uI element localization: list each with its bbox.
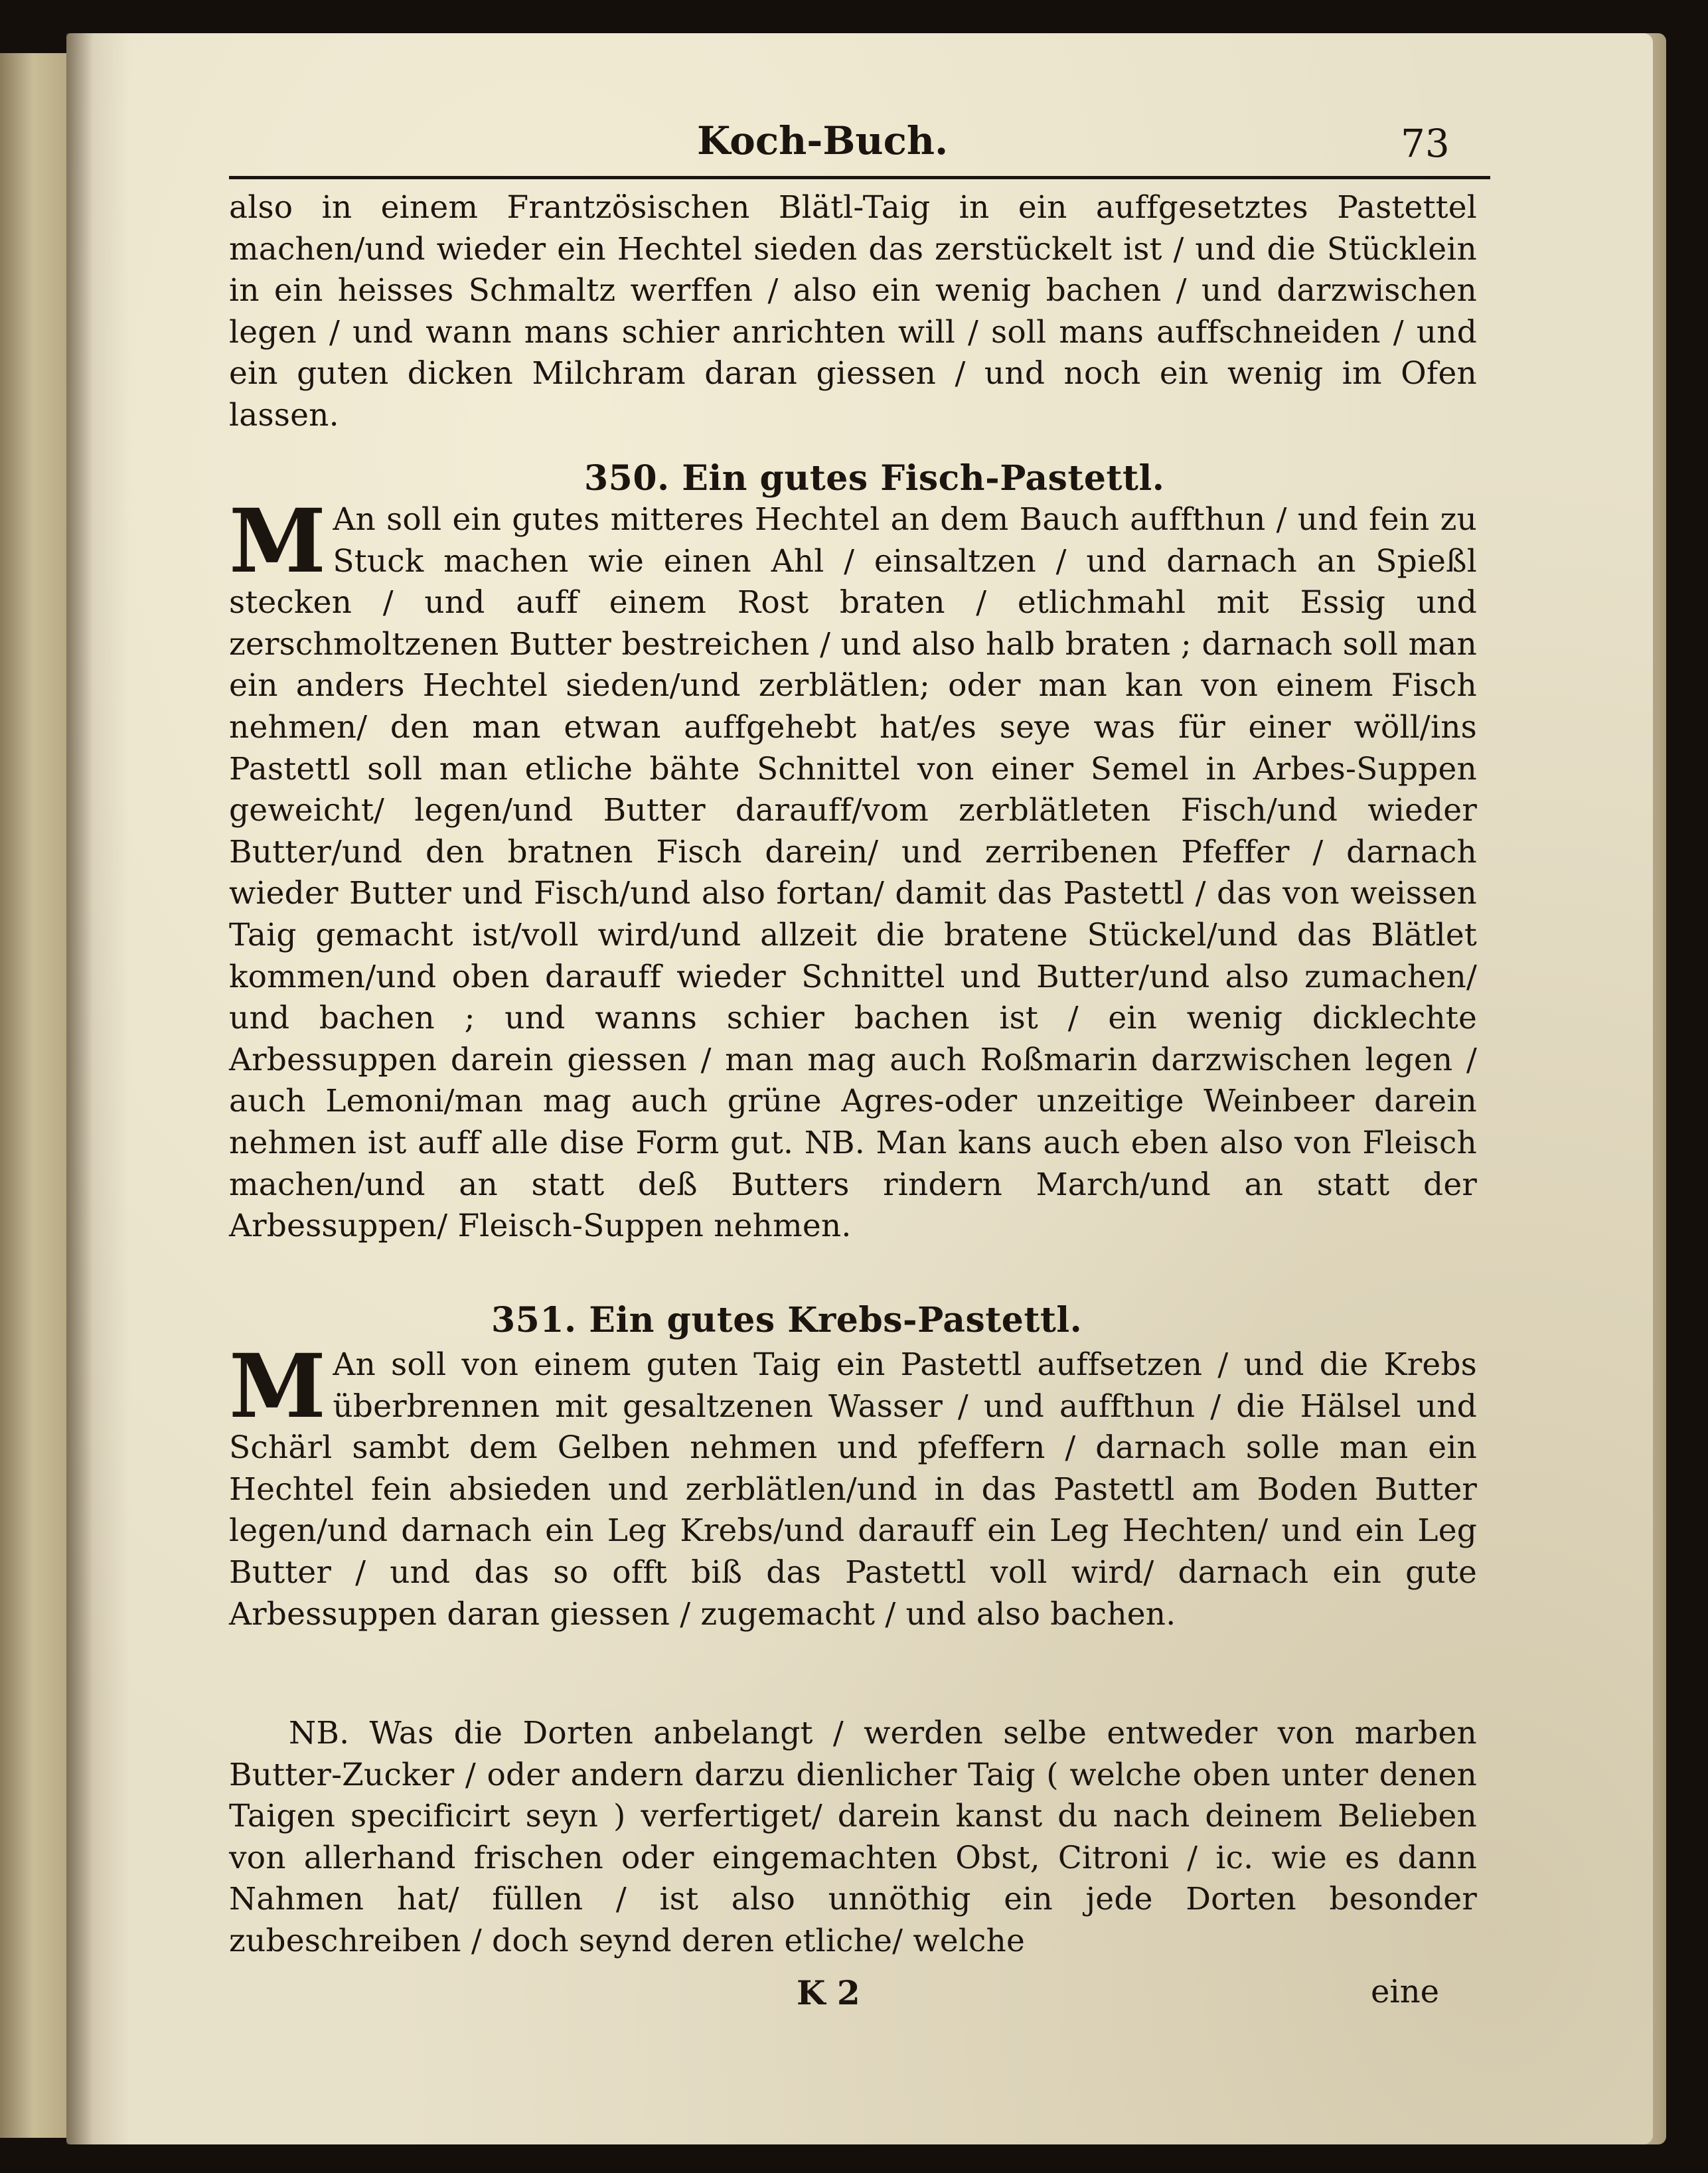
recipe-350-paragraph <box>229 490 1477 1247</box>
header-rule <box>229 176 1490 179</box>
recipe-350-text: An soll ein gutes mitteres Hechtel an dem Bauch auffthun / und fein zu Stuck machen wie einen Ahl / einsaltzen / und darnach an Spießl stecken / und auff einem Rost braten / etlichmahl mit Essig und zerschmoltzenen Butter bestreichen / und also halb braten ; darnach soll man ein anders Hechtel sieden/und zerblätlen; oder man kan von einem Fisch nehmen/ den man etwan auffgehebt hat/es seye was für einer wöll/ins Pastettl soll man etliche bähte Schnittel von einer Semel in Arbes-Suppen geweicht/ legen/und Butter darauff/vom zerblätleten Fisch/und wieder Butter/und den bratnen Fisch darein/ und zerribenen Pfeffer / darnach wieder Butter und Fisch/und also fortan/ damit das Pastettl / das von weissen Taig gemacht ist/voll wird/und allzeit die bratene Stückel/und das Blätlet kommen/und oben darauff wieder Schnittel und Butter/und also zumachen/ und bachen ; und wanns schier bachen ist / ein wenig dicklechte Arbessuppen darein giessen / man mag auch Roßmarin darzwischen legen / auch Lemoni/man mag auch grüne Agres-oder unzeitige Weinbeer darein nehmen ist auff alle dise Form gut. NB. Man kans auch eben also von Fleisch machen/und an statt deß Butters rindern March/und an statt der Arbessuppen/ Fleisch-Suppen nehmen. <box>229 501 1477 1245</box>
recipe-351-text: An soll von einem guten Taig ein Pastettl auffsetzen / und die Krebs überbrennen mit gesaltzenen Wasser / und auffthun / die Hälsel und Schärl sambt dem Gelben nehmen und pfeffern / darnach solle man ein Hechtel fein absieden und zerblätlen/und in das Pastettl am Boden Butter legen/und darnach ein Leg Krebs/und darauff ein Leg Hechten/ und ein Leg Butter / und das so offt biß das Pastettl voll wird/ darnach ein gute Arbessuppen daran giessen / zugemacht / und also bachen. <box>229 1346 1477 1633</box>
page-gutter-shadow <box>66 33 93 2144</box>
signature-mark: K 2 <box>797 1973 860 2012</box>
recipe-351-paragraph <box>229 1335 1477 1635</box>
catchword: eine <box>1371 1973 1440 2010</box>
previous-page-edge <box>0 53 66 2138</box>
page-number: 73 <box>1401 121 1450 166</box>
carryover-paragraph: also in einem Frantzösischen Blätl-Taig in ein auffgesetztes Pastettel machen/und wieder ein Hechtel sieden das zerstückelt ist / und die Stücklein in ein heisses Schmaltz werffen / also ein wenig bachen / und darzwischen legen / und wann mans schier anrichten will / soll mans auffschneiden / und ein guten dicken Milchram daran giessen / und noch ein wenig im Ofen lassen. <box>229 189 1477 434</box>
recipe-351-initial: M <box>229 1335 327 1438</box>
dorten-note-paragraph: NB. Was die Dorten anbelangt / werden selbe entweder von marben Butter-Zucker / oder andern darzu dienlicher Taig ( welche oben unter denen Taigen specificirt seyn ) verfertiget/ darein kanst du nach deinem Belieben von allerhand frischen oder eingemachten Obst, Citroni / ic. wie es dann Nahmen hat/ füllen / ist also unnöthig ein jede Dorten besonder zubeschreiben / doch seynd deren etliche/ welche <box>229 1715 1477 1959</box>
recipe-350-heading: 350. Ein gutes Fisch-Pastettl. <box>584 458 1165 499</box>
running-head: Koch-Buch. <box>697 118 949 163</box>
recipe-351-heading: 351. Ein gutes Krebs-Pastettl. <box>491 1300 1083 1340</box>
recipe-350-initial: M <box>229 490 327 593</box>
